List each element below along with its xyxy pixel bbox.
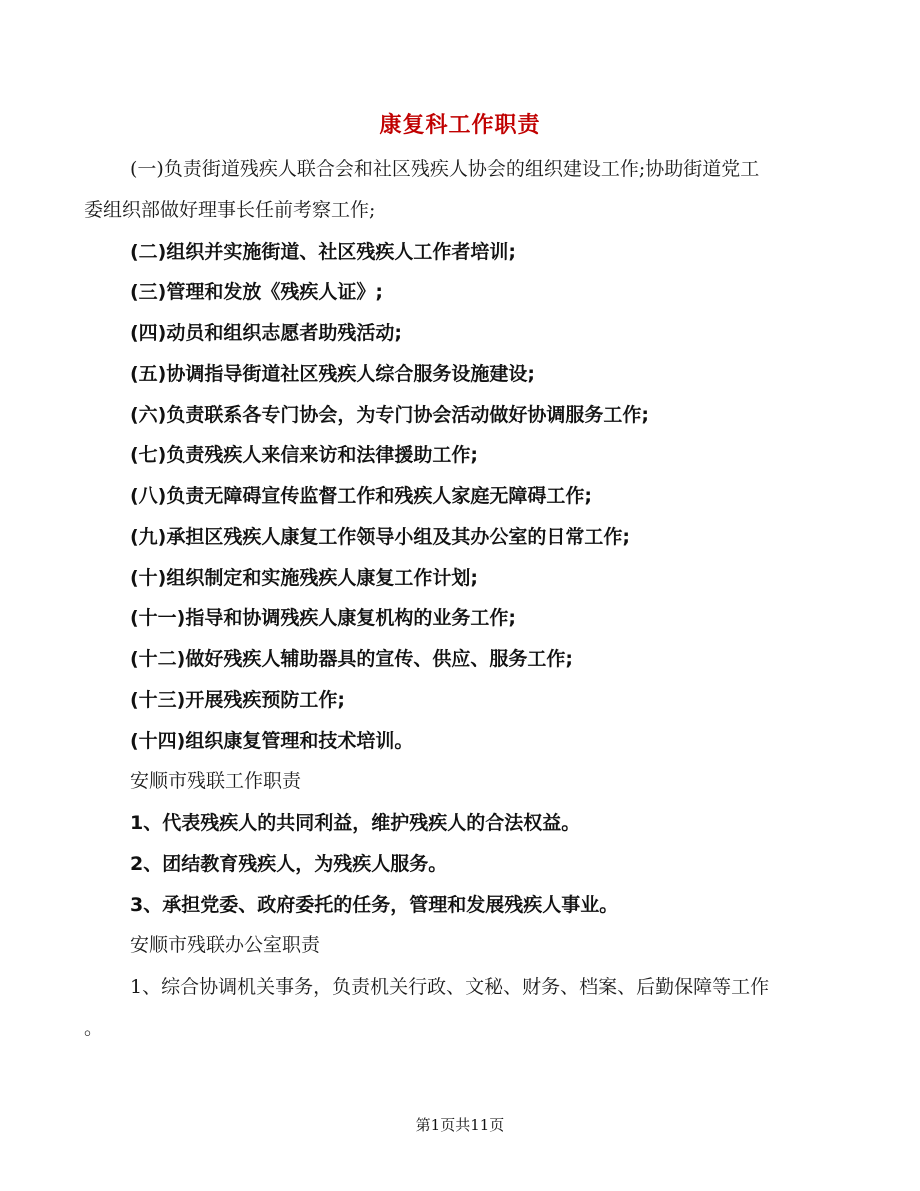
- section1-item: (六)负责联系各专门协会，为专门协会活动做好协调服务工作;: [130, 404, 649, 426]
- section1-item: (十一)指导和协调残疾人康复机构的业务工作;: [130, 607, 516, 629]
- section2-item: 2、团结教育残疾人，为残疾人服务。: [130, 853, 448, 875]
- section1-item: (五)协调指导街道社区残疾人综合服务设施建设;: [130, 363, 535, 385]
- section1-item: (三)管理和发放《残疾人证》;: [130, 281, 383, 303]
- section1-item: (九)承担区残疾人康复工作领导小组及其办公室的日常工作;: [130, 526, 630, 548]
- section1-item: (十四)组织康复管理和技术培训。: [130, 730, 414, 752]
- section3-heading: 安顺市残联办公室职责: [130, 934, 321, 956]
- section1-item: (十)组织制定和实施残疾人康复工作计划;: [130, 567, 478, 589]
- section2-item: 1、代表残疾人的共同利益，维护残疾人的合法权益。: [130, 812, 581, 834]
- section2-item: 3、承担党委、政府委托的任务，管理和发展残疾人事业。: [130, 894, 619, 916]
- section1-paragraph-line1: (一)负责街道残疾人联合会和社区残疾人协会的组织建设工作;协助街道党工: [130, 158, 760, 180]
- section1-item: (八)负责无障碍宣传监督工作和残疾人家庭无障碍工作;: [130, 485, 592, 507]
- section1-paragraph-line2: 委组织部做好理事长任前考察工作;: [84, 199, 376, 221]
- section1-item: (七)负责残疾人来信来访和法律援助工作;: [130, 444, 478, 466]
- section3-item-line2: 。: [84, 1017, 104, 1039]
- section3-item-line1: 1、综合协调机关事务，负责机关行政、文秘、财务、档案、后勤保障等工作: [130, 976, 770, 998]
- section1-item: (四)动员和组织志愿者助残活动;: [130, 322, 402, 344]
- section2-heading: 安顺市残联工作职责: [130, 770, 302, 792]
- section1-item: (十三)开展残疾预防工作;: [130, 689, 345, 711]
- page-number: 第1页共11页: [415, 1116, 505, 1134]
- document-title: 康复科工作职责: [379, 113, 541, 138]
- section1-item: (十二)做好残疾人辅助器具的宣传、供应、服务工作;: [130, 648, 573, 670]
- section1-item: (二)组织并实施街道、社区残疾人工作者培训;: [130, 241, 516, 263]
